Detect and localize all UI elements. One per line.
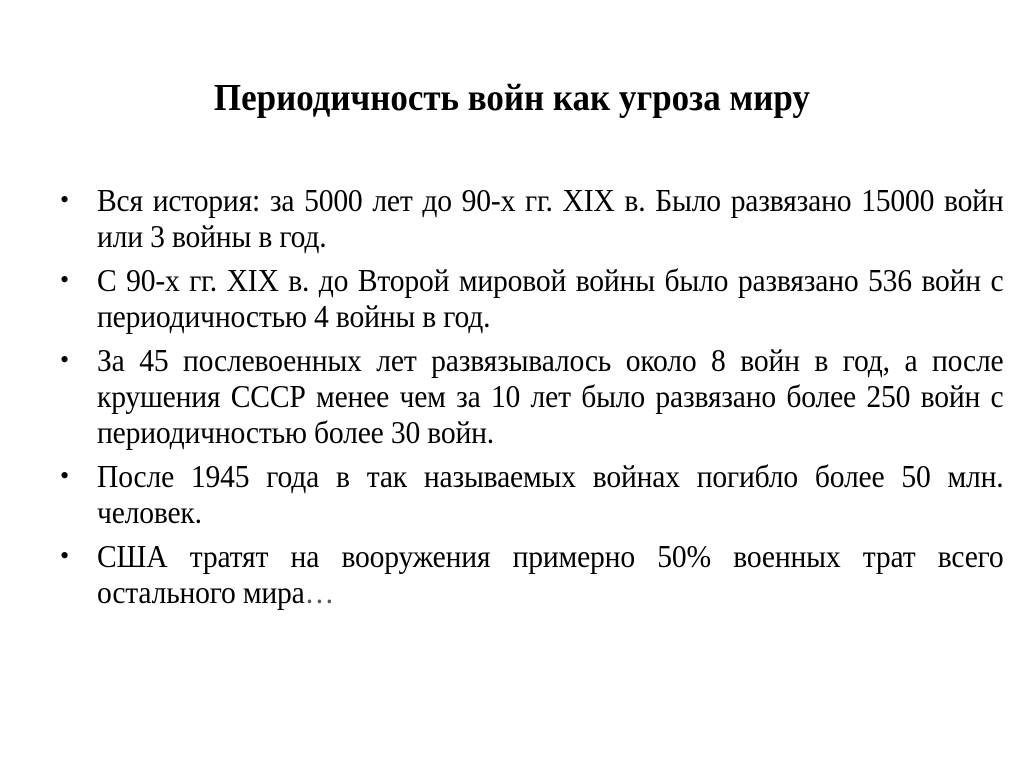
bullet-icon: • [60,265,70,294]
bullet-icon: • [60,185,70,214]
bullet-text: С 90-х гг. XIX в. до Второй мировой войны было развязано 536 войн с периодичностью 4 войны в год. [97,262,1004,334]
bullet-text: Вся история: за 5000 лет до 90-х гг. XIX в. Было развязано 15000 войн или 3 войны в год. [97,182,1004,254]
bullet-text-container [97,538,1004,610]
bullet-icon: • [60,345,70,374]
bullet-icon: • [60,541,70,570]
bullet-item [60,342,1004,450]
slide-title [0,74,1024,122]
bullet-text: США тратят на вооружения примерно 50% военных трат всего остального мира [97,538,1004,610]
ellipsis: … [304,574,335,610]
bullet-icon: • [60,461,70,490]
bullet-list [60,182,1004,618]
bullet-item [60,182,1004,254]
bullet-item [60,262,1004,334]
bullet-item [60,458,1004,530]
slide-title-text: Периодичность войн как угроза миру [214,77,810,119]
bullet-text: За 45 послевоенных лет развязывалось около 8 войн в год, а после крушения СССР менее чем за 10 лет было развязано более 250 войн с периодичностью более 30 войн. [97,342,1004,450]
bullet-item [60,538,1004,610]
bullet-text: После 1945 года в так называемых войнах погибло более 50 млн. человек. [97,458,1004,530]
